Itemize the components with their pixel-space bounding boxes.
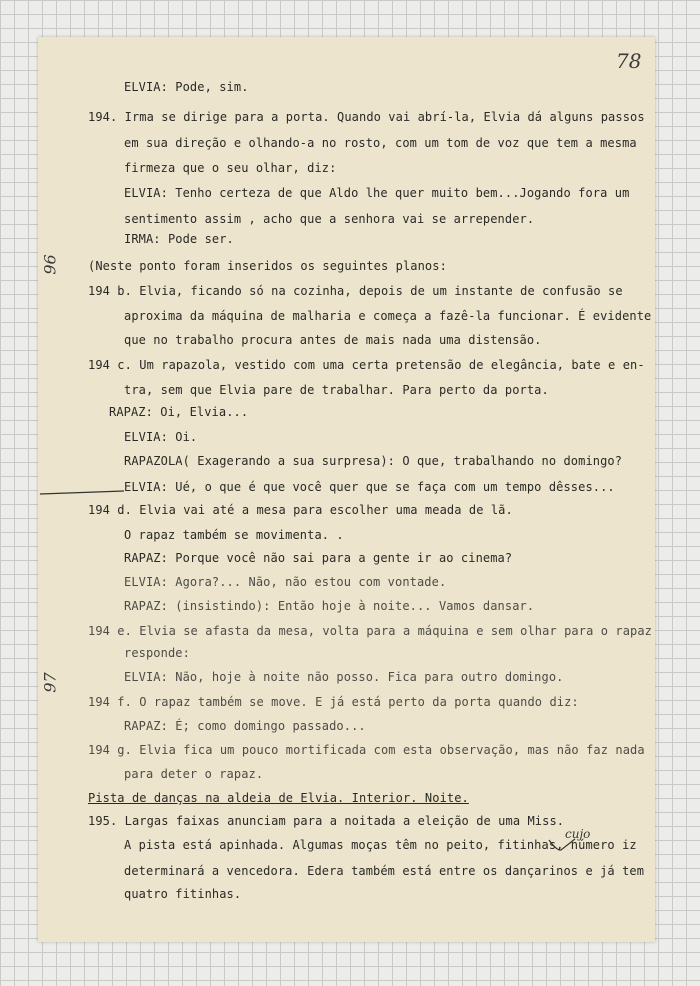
text-line: 194 d. Elvia vai até a mesa para escolher uma meada de lã.	[88, 503, 513, 517]
text-line: ELVIA: Pode, sim.	[124, 80, 249, 94]
text-line: RAPAZ: Oi, Elvia...	[109, 405, 249, 419]
text-line: para deter o rapaz.	[124, 767, 264, 781]
text-line: firmeza que o seu olhar, diz:	[124, 161, 337, 175]
text-line: (Neste ponto foram inseridos os seguintes planos:	[88, 259, 447, 273]
text-line: responde:	[124, 646, 190, 660]
text-line: 194 c. Um rapazola, vestido com uma certa pretensão de elegância, bate e en-	[88, 358, 645, 372]
text-line: que no trabalho procura antes de mais nada uma distensão.	[124, 333, 542, 347]
text-line: ELVIA: Não, hoje à noite não posso. Fica para outro domingo.	[124, 670, 564, 684]
text-line: RAPAZ: (insistindo): Então hoje à noite... Vamos dansar.	[124, 599, 535, 613]
text-line: 194 b. Elvia, ficando só na cozinha, depois de um instante de confusão se	[88, 284, 623, 298]
text-line: ELVIA: Ué, o que é que você quer que se faça com um tempo dêsses...	[124, 480, 615, 494]
handwritten-insert: cujo	[565, 827, 591, 841]
text-line: 194 f. O rapaz também se move. E já está perto da porta quando diz:	[88, 695, 579, 709]
text-line: 194. Irma se dirige para a porta. Quando vai abrí-la, Elvia dá alguns passos	[88, 110, 645, 124]
page-number: 78	[616, 49, 642, 73]
text-line: ELVIA: Oi.	[124, 430, 198, 444]
text-line: ELVIA: Agora?... Não, não estou com vontade.	[124, 575, 447, 589]
text-line: RAPAZ: Porque você não sai para a gente ir ao cinema?	[124, 551, 513, 565]
insert-caret	[547, 837, 579, 853]
text-line: RAPAZOLA( Exagerando a sua surpresa): O que, trabalhando no domingo?	[124, 454, 623, 468]
text-line: IRMA: Pode ser.	[124, 232, 234, 246]
scene-heading: Pista de danças na aldeia de Elvia. Interior. Noite.	[88, 791, 469, 805]
text-line: sentimento assim , acho que a senhora vai se arrepender.	[124, 212, 535, 226]
typed-page	[38, 37, 655, 942]
pen-mark	[38, 489, 128, 497]
text-line: O rapaz também se movimenta. .	[124, 528, 344, 542]
text-line: 194 e. Elvia se afasta da mesa, volta para a máquina e sem olhar para o rapaz	[88, 624, 652, 638]
margin-mark-97: 97	[40, 672, 60, 693]
text-line: 195. Largas faixas anunciam para a noitada a eleição de uma Miss.	[88, 814, 565, 828]
text-line: 194 g. Elvia fica um pouco mortificada com esta observação, mas não faz nada	[88, 743, 645, 757]
margin-mark-96: 96	[40, 254, 60, 275]
text-line: RAPAZ: É; como domingo passado...	[124, 719, 366, 733]
text-line: quatro fitinhas.	[124, 887, 242, 901]
text-line: A pista está apinhada. Algumas moças têm no peito, fitinhas, número iz	[124, 838, 637, 852]
text-line: aproxima da máquina de malharia e começa a fazê-la funcionar. É evidente	[124, 309, 652, 323]
text-line: tra, sem que Elvia pare de trabalhar. Para perto da porta.	[124, 383, 549, 397]
text-line: determinará a vencedora. Edera também está entre os dançarinos e já tem	[124, 864, 645, 878]
text-line: em sua direção e olhando-a no rosto, com um tom de voz que tem a mesma	[124, 136, 637, 150]
text-line: ELVIA: Tenho certeza de que Aldo lhe quer muito bem...Jogando fora um	[124, 186, 630, 200]
